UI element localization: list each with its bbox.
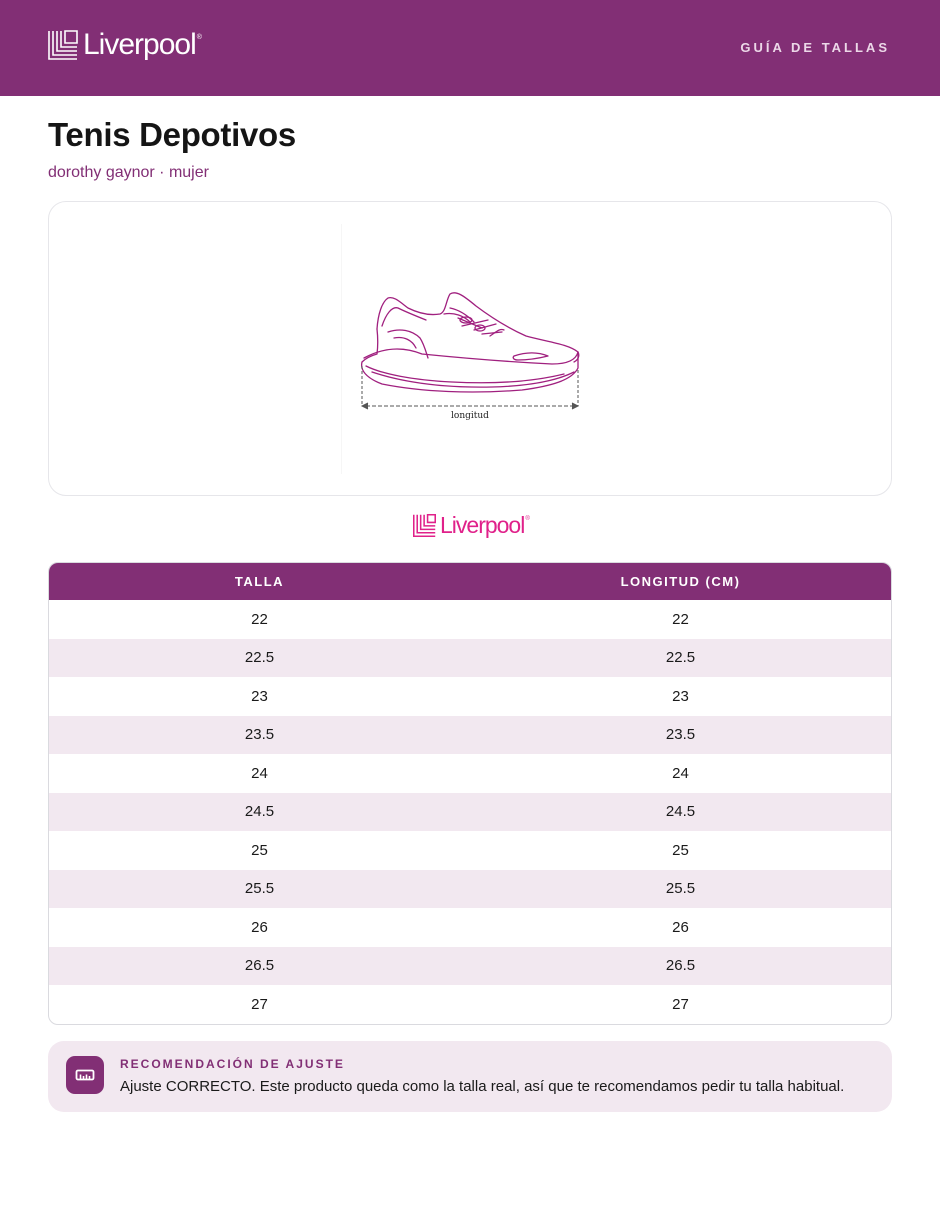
length-cell: 22: [672, 610, 689, 628]
top-header: [0, 0, 940, 96]
size-cell: 27: [251, 995, 268, 1013]
registered-mark: ®: [196, 34, 202, 41]
length-cell: 27: [672, 995, 689, 1013]
length-cell: 22.5: [665, 649, 696, 667]
ruler-icon-badge: [66, 1056, 104, 1094]
liverpool-logo[interactable]: [48, 30, 202, 60]
fit-recommendation-card: [48, 1041, 892, 1112]
size-cell: 26: [251, 918, 268, 936]
column-header-length: LONGITUD (CM): [620, 574, 741, 589]
table-row: [49, 985, 891, 1024]
length-cell: 24: [672, 764, 689, 782]
length-cell: 26.5: [665, 957, 696, 975]
length-cell: 25: [672, 841, 689, 859]
brand-logo-pink: [413, 514, 530, 537]
size-cell: 23.5: [244, 726, 275, 744]
product-subtitle: dorothy gaynor · mujer: [48, 164, 209, 181]
size-cell: 26.5: [244, 957, 275, 975]
length-cell: 26: [672, 918, 689, 936]
shoe-illustration: [341, 224, 601, 474]
table-row: [49, 947, 891, 986]
size-cell: 25: [251, 841, 268, 859]
recommendation-label: RECOMENDACIÓN DE AJUSTE: [120, 1057, 345, 1071]
length-cell: 23.5: [665, 726, 696, 744]
table-row: [49, 716, 891, 755]
column-header-size: TALLA: [234, 574, 285, 589]
recommendation-text: Ajuste CORRECTO. Este producto queda como la talla real, así que te recomendamos pedir tu talla habitual.: [120, 1078, 845, 1095]
table-header-row: [49, 563, 891, 600]
shoe-image-card: [48, 201, 892, 496]
liverpool-logo-pink-icon: [413, 514, 436, 537]
brand-wordmark: Liverpool: [440, 512, 525, 538]
size-cell: 24: [251, 764, 268, 782]
size-cell: 22.5: [244, 649, 275, 667]
size-cell: 24.5: [244, 803, 275, 821]
table-row: [49, 754, 891, 793]
size-cell: 22: [251, 610, 268, 628]
table-row: [49, 831, 891, 870]
page-title: Tenis Depotivos: [48, 116, 296, 153]
logo-wordmark: Liverpool: [83, 28, 196, 61]
length-measure-label: longitud: [451, 411, 489, 421]
size-guide-nav-link[interactable]: GUÍA DE TALLAS: [740, 40, 890, 55]
length-cell: 25.5: [665, 880, 696, 898]
table-row: [49, 639, 891, 678]
ruler-icon: [75, 1065, 95, 1085]
table-row: [49, 793, 891, 832]
length-cell: 23: [672, 687, 689, 705]
shoe-outline-icon: [342, 224, 602, 474]
liverpool-logo-icon: [48, 30, 78, 60]
length-cell: 24.5: [665, 803, 696, 821]
table-row: [49, 908, 891, 947]
size-table: [48, 562, 892, 1025]
table-row: [49, 600, 891, 639]
size-cell: 23: [251, 687, 268, 705]
size-cell: 25.5: [244, 880, 275, 898]
table-row: [49, 870, 891, 909]
table-row: [49, 677, 891, 716]
registered-mark: ®: [525, 516, 530, 522]
